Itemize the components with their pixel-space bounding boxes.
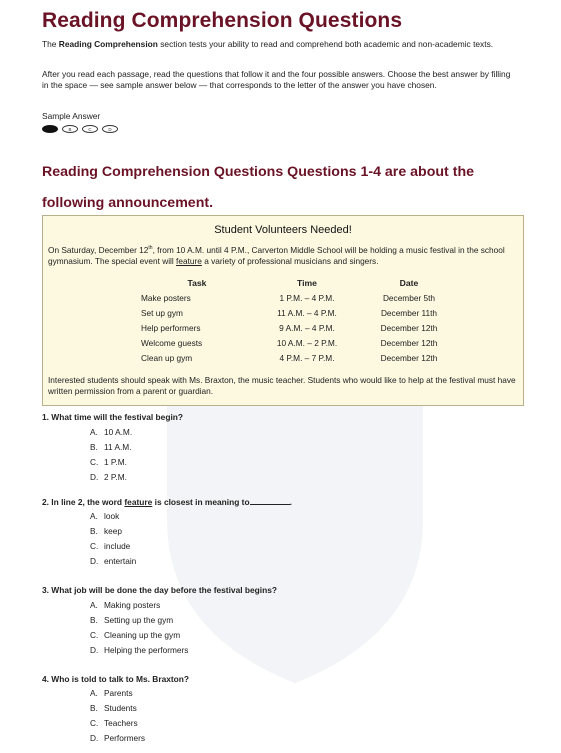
announcement-note: Interested students should speak with Ms. Braxton, the music teacher. Students who would like to help at the festival must have written permission from a parent or guardian. [48, 375, 516, 397]
answer-bubble-a-filled [42, 125, 58, 133]
answer-bubble-d: D [102, 125, 118, 133]
date-cell: December 5th [382, 293, 436, 304]
time-cell: 1 P.M. – 4 P.M. [279, 293, 335, 304]
sample-answer-label: Sample Answer [42, 111, 101, 121]
time-cell: 11 A.M. – 4 P.M. [277, 308, 337, 319]
answer-bubble-c: C [82, 125, 98, 133]
question-3: 3. What job will be done the day before the festival begins? [42, 585, 277, 595]
date-cell: December 12th [380, 352, 438, 363]
answer-blank [250, 496, 290, 505]
time-cell: 4 P.M. – 7 P.M. [279, 352, 335, 363]
option-item[interactable]: A. 10 A.M. [90, 427, 133, 437]
question-1-options [90, 425, 132, 485]
option-item[interactable]: C. Cleaning up the gym [90, 630, 181, 640]
option-item[interactable]: D. Performers [90, 733, 146, 743]
question-4: 4. Who is told to talk to Ms. Braxton? [42, 674, 190, 684]
option-item[interactable]: A. Making posters [90, 600, 161, 610]
section-heading: Reading Comprehension Questions Questions 1-4 are about the following announcement. [42, 164, 474, 211]
table-row [133, 291, 457, 306]
question-2-options [90, 509, 136, 569]
answer-bubble-b: B [62, 125, 78, 133]
option-item[interactable]: D. entertain [90, 556, 137, 566]
date-cell: December 11th [380, 308, 438, 319]
option-item[interactable]: C. include [90, 541, 131, 551]
announcement-title: Student Volunteers Needed! [214, 224, 352, 236]
underlined-word-feature: feature [124, 497, 153, 507]
option-item[interactable]: B. Setting up the gym [90, 615, 174, 625]
volunteer-schedule-table [133, 275, 457, 365]
option-item[interactable]: D. 2 P.M. [90, 472, 127, 482]
task-cell: Welcome guests [141, 337, 203, 348]
column-header-date: Date [399, 278, 419, 288]
option-item[interactable]: A. look [90, 511, 120, 521]
question-3-options [90, 598, 188, 658]
option-item[interactable]: B. Students [90, 703, 137, 713]
table-row [133, 335, 457, 350]
sample-answer-bubbles [42, 125, 118, 133]
question-4-options [90, 686, 145, 746]
task-cell: Clean up gym [141, 352, 193, 363]
date-cell: December 12th [380, 337, 438, 348]
option-item[interactable]: C. Teachers [90, 718, 138, 728]
underlined-word-feature: feature [176, 256, 202, 267]
option-item[interactable]: C. 1 P.M. [90, 457, 127, 467]
page-title: Reading Comprehension Questions [42, 9, 403, 32]
column-header-time: Time [297, 278, 317, 288]
table-row [133, 306, 457, 321]
task-cell: Help performers [141, 322, 201, 333]
column-header-task: Task [187, 278, 207, 288]
option-item[interactable]: D. Helping the performers [90, 645, 189, 655]
option-item[interactable]: B. keep [90, 526, 122, 536]
question-1: 1. What time will the festival begin? [42, 412, 184, 422]
time-cell: 10 A.M. – 2 P.M. [276, 337, 338, 348]
option-item[interactable]: B. 11 A.M. [90, 442, 132, 452]
intro-text: The Reading Comprehension section tests your ability to read and comprehend both academic and non-academic texts. [42, 39, 494, 49]
time-cell: 9 A.M. – 4 P.M. [279, 322, 335, 333]
question-2: 2. In line 2, the word feature is closest in meaning to . [42, 497, 292, 507]
table-row [133, 350, 457, 365]
table-row [133, 321, 457, 336]
task-cell: Make posters [141, 293, 191, 304]
announcement-box [42, 215, 524, 406]
option-item[interactable]: A. Parents [90, 688, 133, 698]
table-header-row [133, 275, 457, 291]
announcement-body: On Saturday, December 12th, from 10 A.M. until 4 P.M., Carverton Middle School will be holding a music festival in the school gymnasium. The special event will feature a variety of professional musicians and singers. [48, 244, 505, 267]
date-cell: December 12th [380, 322, 438, 333]
task-cell: Set up gym [141, 308, 183, 319]
instructions-text: After you read each passage, read the questions that follow it and the four possible answers. Choose the best answer by filling in the space — see sample answer below — that corresponds to the letter of the answer you have chosen. [42, 69, 511, 90]
